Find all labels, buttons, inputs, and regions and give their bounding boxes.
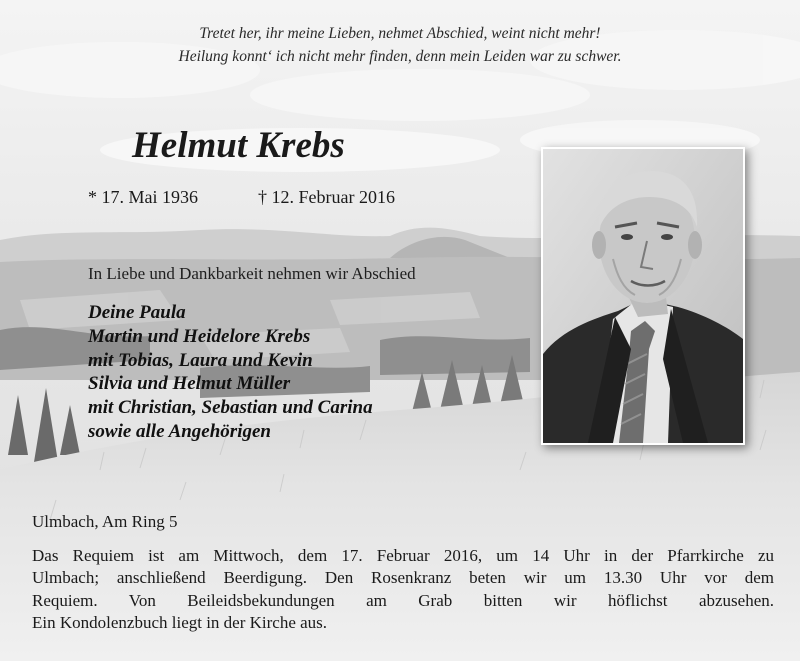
mourner-line: sowie alle Angehörigen <box>88 420 271 442</box>
mourner-line: mit Tobias, Laura und Kevin <box>88 349 313 371</box>
motto-line-1: Tretet her, ihr meine Lieben, nehmet Abschied, weint nicht mehr! <box>199 25 601 42</box>
service-line: Das Requiem ist am Mittwoch, dem 17. Februar 2016, um 14 Uhr in der Pfarrkirche zu <box>32 546 774 565</box>
mourner-line: Deine Paula <box>88 302 186 323</box>
mourner-line: mit Christian, Sebastian und Carina <box>88 397 373 419</box>
deceased-name: Helmut Krebs <box>132 125 345 166</box>
birth-date: * 17. Mai 1936 <box>88 187 198 207</box>
address: Ulmbach, Am Ring 5 <box>32 512 178 531</box>
service-line: Ein Kondolenzbuch liegt in der Kirche aus. <box>32 613 328 633</box>
portrait-drawing <box>543 149 743 443</box>
farewell-intro: In Liebe und Dankbarkeit nehmen wir Abschied <box>88 264 416 283</box>
motto-line-2: Heilung konnt‘ ich nicht mehr finden, denn mein Leiden war zu schwer. <box>178 48 622 65</box>
mourners-list <box>88 301 373 444</box>
service-line: Ulmbach; anschließend Beerdigung. Den Rosenkranz beten wir um 13.30 Uhr vor dem <box>32 568 774 588</box>
service-details <box>32 545 774 635</box>
death-date: † 12. Februar 2016 <box>258 187 395 207</box>
portrait-photo <box>541 147 745 445</box>
mourner-line: Martin und Heidelore Krebs <box>88 325 311 347</box>
mourner-line: Silvia und Helmut Müller <box>88 373 291 395</box>
service-line: Requiem. Von Beileidsbekundungen am Grab bitten wir höflichst abzusehen. <box>32 590 774 610</box>
